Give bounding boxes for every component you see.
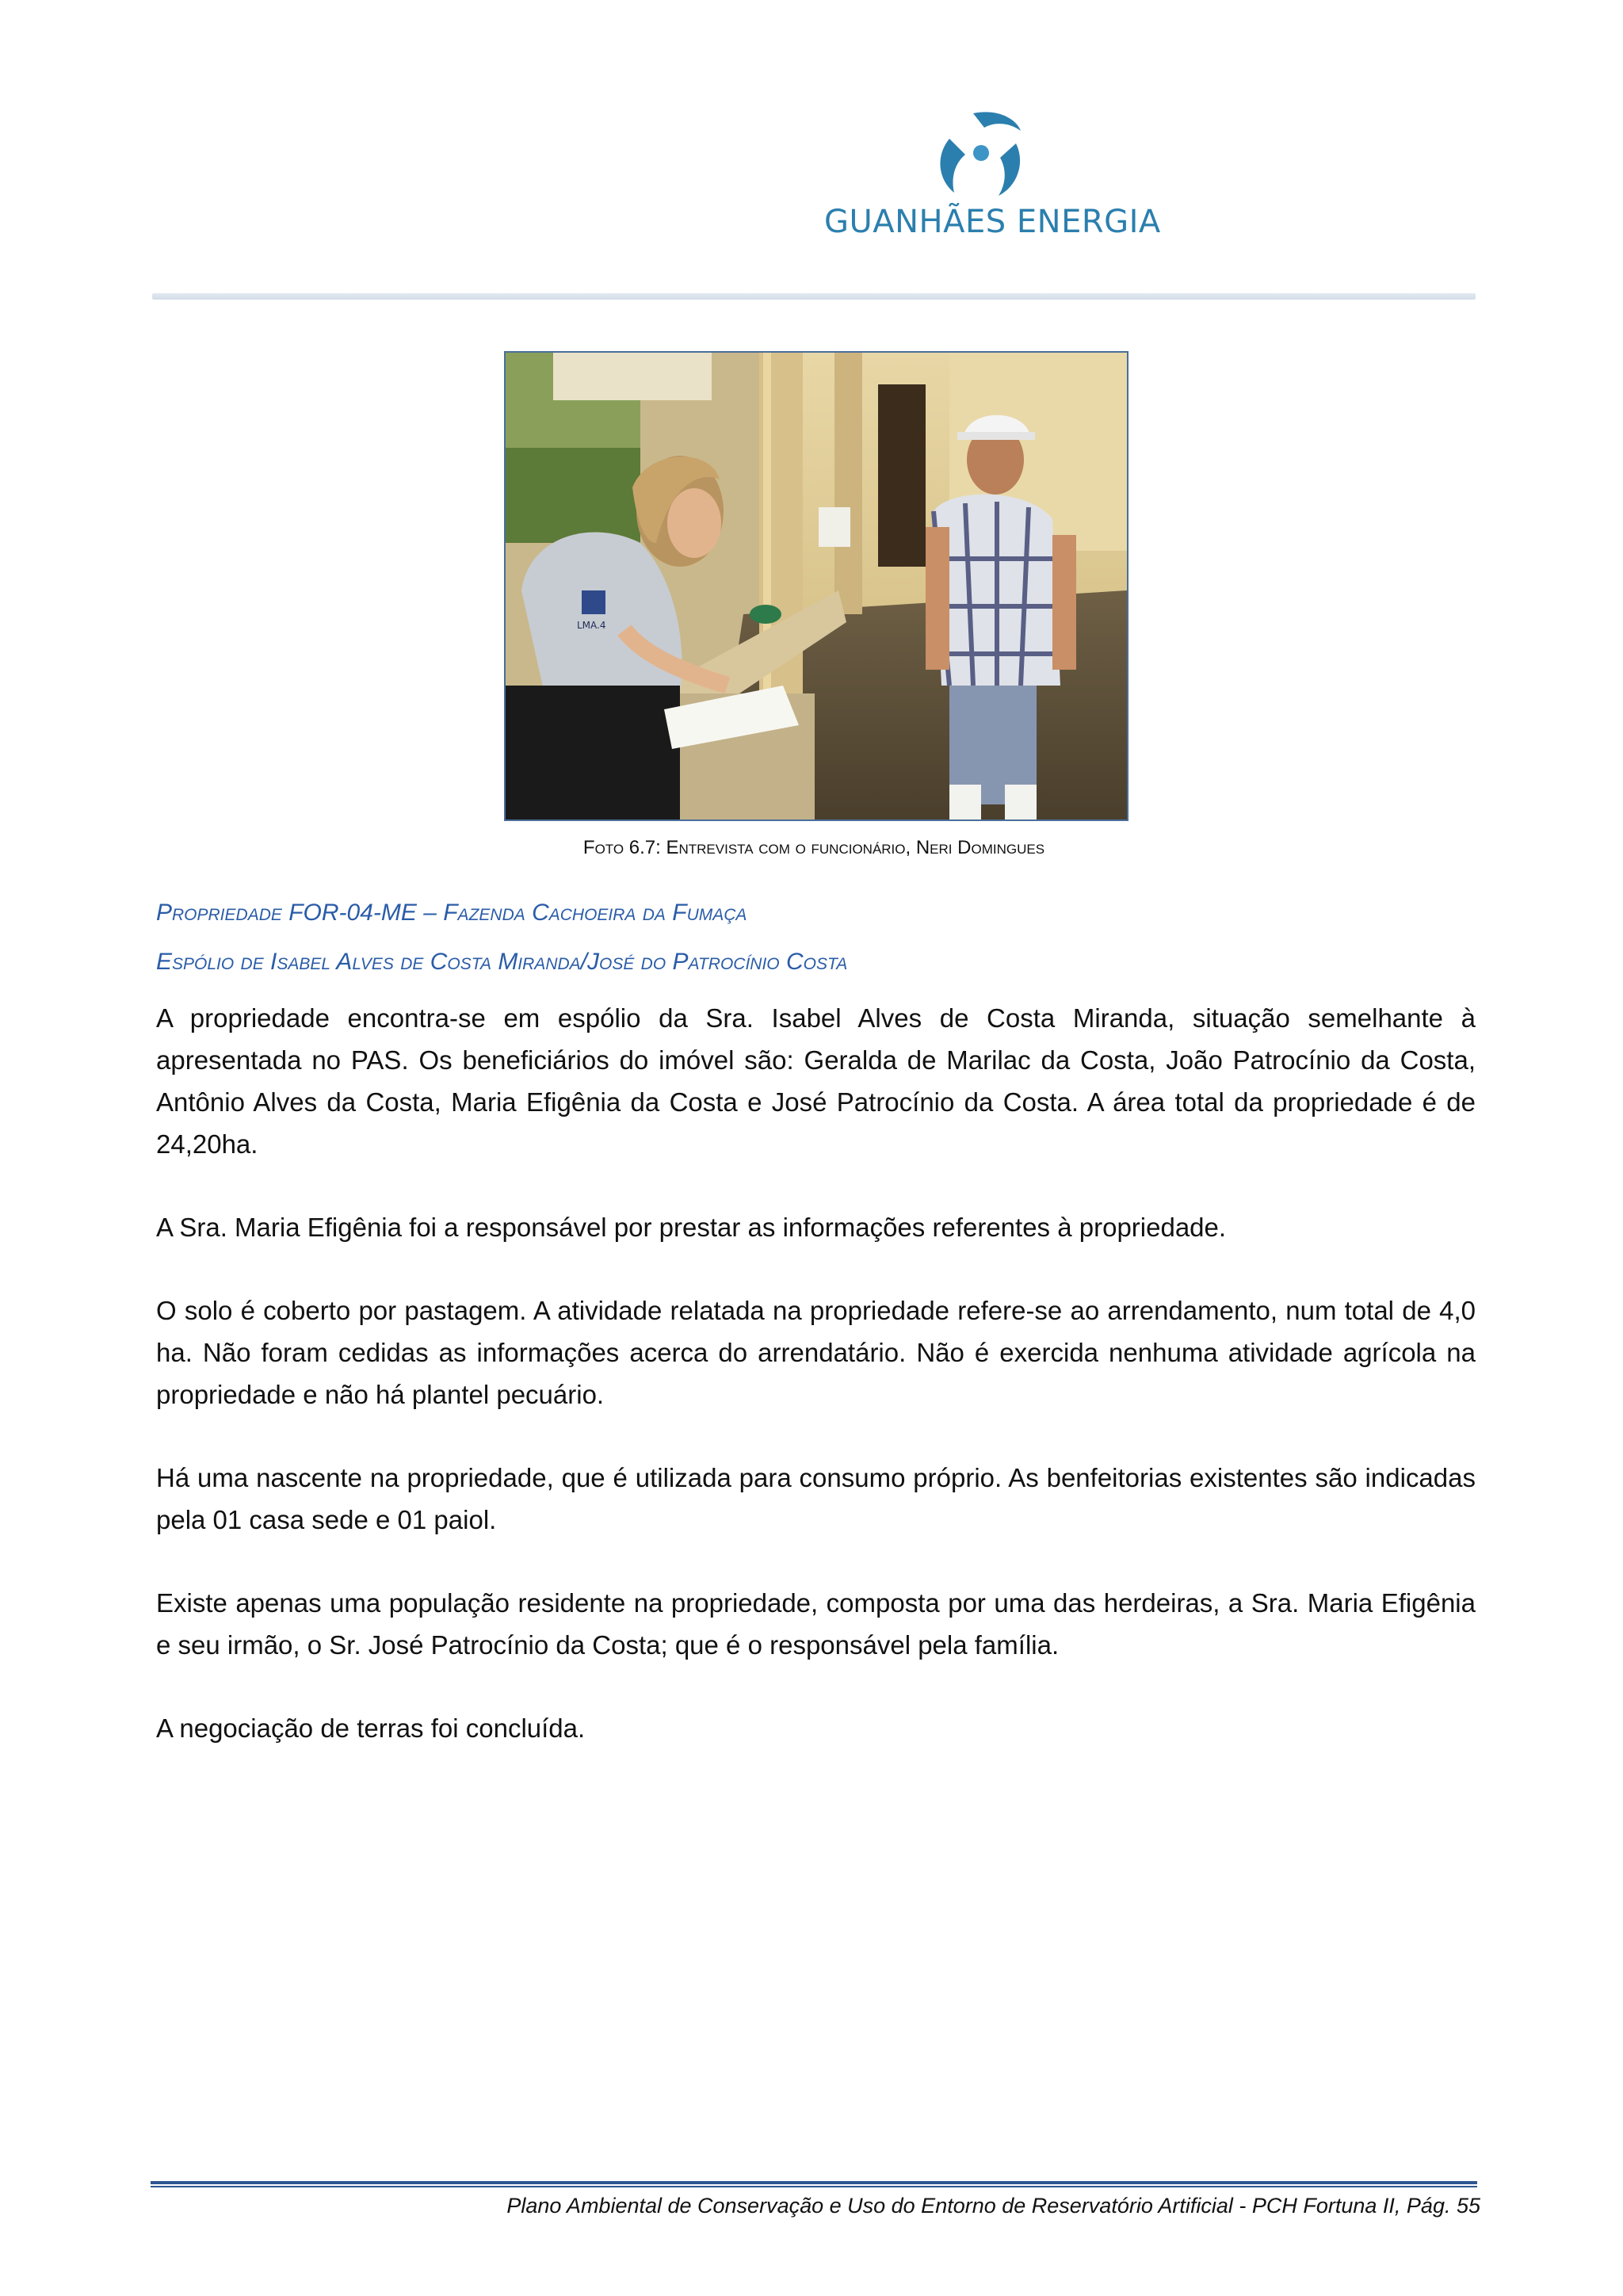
header-divider <box>152 293 1476 300</box>
logo-swirl-icon <box>927 107 1030 202</box>
paragraph: Há uma nascente na propriedade, que é utilizada para consumo próprio. As benfeitorias existentes são indicadas pela 01 casa sede e 01 paiol. <box>156 1463 1476 1534</box>
paragraph: O solo é coberto por pastagem. A atividade relatada na propriedade refere-se ao arrendamento, num total de 4,0 ha. Não foram cedidas as informações acerca do arrendatário. Não é exercida nenhuma atividade agrícola na propriedade e não há plantel pecuário. <box>156 1296 1476 1409</box>
paragraph: A Sra. Maria Efigênia foi a responsável por prestar as informações referentes à propriedade. <box>156 1213 1227 1242</box>
paragraph: A negociação de terras foi concluída. <box>156 1713 586 1743</box>
photo-caption <box>152 837 1476 859</box>
photo-illustration <box>506 353 1127 819</box>
footer-text: Plano Ambiental de Conservação e Uso do Entorno de Reservatório Artificial - PCH Fortuna II, Pág. 55 <box>506 2194 1480 2218</box>
owner-heading: Espólio de Isabel Alves de Costa Miranda/José do Patrocínio Costa <box>156 949 848 975</box>
body-text <box>156 997 1476 1790</box>
paragraph: A propriedade encontra-se em espólio da Sra. Isabel Alves de Costa Miranda, situação semelhante à apresentada no PAS. Os beneficiários do imóvel são: Geralda de Marilac da Costa, João Patrocínio da Costa, Antônio Alves da Costa, Maria Efigênia da Costa e José Patrocínio da Costa. A área total da propriedade é de 24,20ha. <box>156 1003 1476 1159</box>
footer-divider <box>151 2181 1477 2187</box>
paragraph: Existe apenas uma população residente na propriedade, composta por uma das herdeiras, a Sra. Maria Efigênia e seu irmão, o Sr. José Patrocínio da Costa; que é o responsável pela família. <box>156 1588 1476 1660</box>
caption-label: Foto 6.7: <box>582 837 666 858</box>
company-logo <box>824 107 1161 250</box>
logo-text: GUANHÃES ENERGIA <box>824 204 1161 240</box>
shirt-badge: LMA.4 <box>577 620 606 631</box>
interview-photo <box>504 351 1128 821</box>
property-heading: Propriedade FOR-04-ME – Fazenda Cachoeira da Fumaça <box>156 900 747 926</box>
caption-text: Entrevista com o funcionário, Neri Domingues <box>666 837 1045 858</box>
